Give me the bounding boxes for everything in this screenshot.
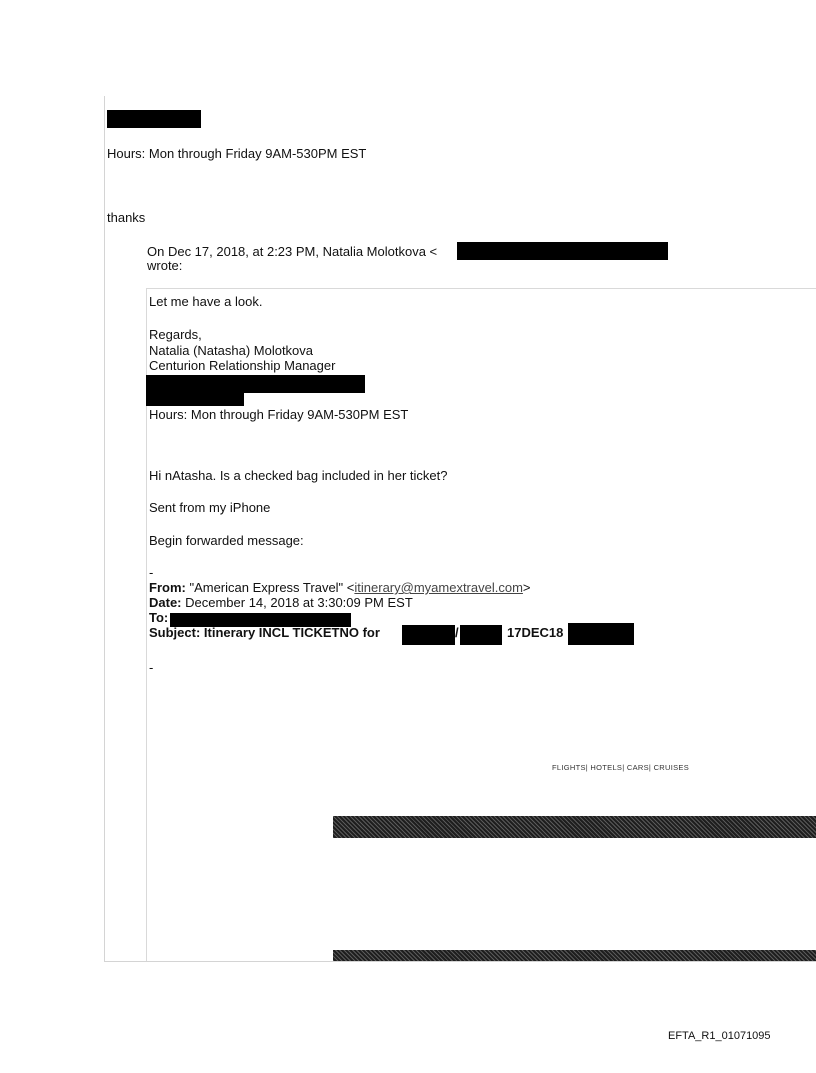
nav-flights[interactable]: FLIGHTS <box>552 763 586 772</box>
travel-nav: FLIGHTS| HOTELS| CARS| CRUISES <box>552 763 690 772</box>
from-label: From: <box>149 580 186 595</box>
original-message-text: Hi nAtasha. Is a checked bag included in her ticket? <box>149 468 448 483</box>
reply-regards: Regards, <box>149 327 202 342</box>
from-close: > <box>522 580 531 595</box>
reply-sender-title: Centurion Relationship Manager <box>149 358 336 373</box>
banner-bar-bottom <box>333 950 816 961</box>
outer-quote-border-bottom <box>104 961 816 962</box>
document-id: EFTA_R1_01071095 <box>668 1030 771 1042</box>
quote-attribution-prefix: On Dec 17, 2018, at 2:23 PM, Natalia Molotkova < <box>147 244 438 259</box>
reply-hours: Hours: Mon through Friday 9AM-530PM EST <box>149 407 409 422</box>
forwarded-dash-top: - <box>149 565 154 580</box>
redaction-email <box>457 242 668 260</box>
sent-from-text: Sent from my iPhone <box>149 500 271 515</box>
reply-sender-name: Natalia (Natasha) Molotkova <box>149 343 314 358</box>
banner-bar-top <box>333 816 816 838</box>
subject-slash: / <box>455 625 459 640</box>
nav-hotels[interactable]: HOTELS <box>590 763 623 772</box>
begin-forwarded-text: Begin forwarded message: <box>149 533 304 548</box>
redaction-block <box>146 375 365 393</box>
redaction-subject-code <box>568 623 634 645</box>
forwarded-from <box>149 580 531 595</box>
inner-quote-border-top <box>146 288 816 289</box>
forwarded-to <box>149 610 168 625</box>
nav-cars[interactable]: CARS <box>626 763 649 772</box>
header-hours: Hours: Mon through Friday 9AM-530PM EST <box>107 146 367 161</box>
from-email-link[interactable]: itinerary@myamextravel.com <box>354 580 523 595</box>
to-label: To: <box>149 610 169 625</box>
forwarded-subject-label <box>149 625 380 640</box>
outer-quote-border-left <box>104 96 105 962</box>
date-label: Date: <box>149 595 182 610</box>
thanks-text: thanks <box>107 210 146 225</box>
redaction-subject-name <box>460 625 502 645</box>
quote-wrote: wrote: <box>147 258 183 273</box>
subject-label: Subject: Itinerary INCL TICKETNO for <box>149 625 380 640</box>
forwarded-date <box>149 595 413 610</box>
date-value: December 14, 2018 at 3:30:09 PM EST <box>181 595 413 610</box>
redaction-subject-name <box>402 625 455 645</box>
reply-text: Let me have a look. <box>149 294 263 309</box>
redaction-block <box>107 110 201 128</box>
forwarded-dash-bottom: - <box>149 660 154 675</box>
subject-date: 17DEC18 <box>507 625 564 640</box>
redaction-block <box>146 392 244 406</box>
nav-cruises[interactable]: CRUISES <box>653 763 690 772</box>
from-value: "American Express Travel" < <box>185 580 355 595</box>
